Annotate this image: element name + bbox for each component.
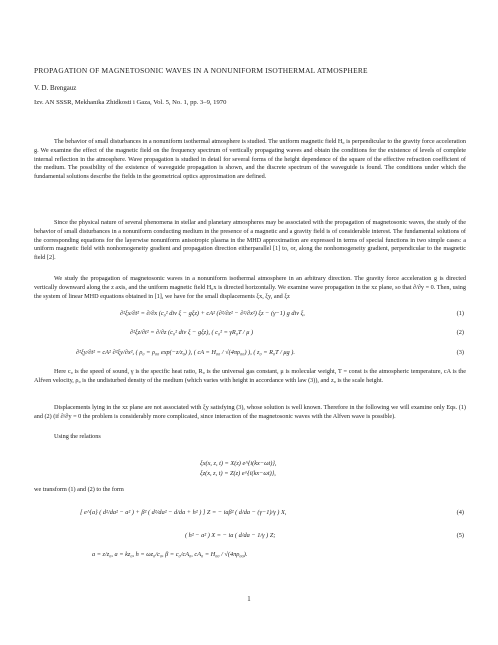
transform-paragraph: we transform (1) and (2) to the form (34, 486, 124, 493)
equation-5-number: (5) (456, 532, 464, 539)
symbols-paragraph: Here c₀ is the speed of sound, γ is the specific heat ratio, R₀ is the universal gas constant, μ is molecular weight, T = const is the atmospheric temperature, cA is the Alfven velocity, ρ₀ is the undisturbed density of the medium (which varies with height in accordance with law (3)), and z₀ is the scale height. (34, 368, 466, 384)
citation: Izv. AN SSSR, Mekhanika Zhidkosti i Gaza, Vol. 5, No. 1, pp. 3–9, 1970 (34, 99, 227, 106)
relations-paragraph: Using the relations (54, 433, 101, 440)
equation-definitions: a = z/z₀, a = kz₀, h = ωz₀/c₀, β = c₀/cA₀, cA₀ = H₀₀ / √(4πρ₀₀). (92, 551, 248, 558)
equation-2: ∂²ξz/∂t² = ∂/∂z (c₀² div ξ − gξz), ( c₀² = γR₀T / μ ) (130, 329, 254, 336)
equation-3: ∂²ξy/∂t² = cA² ∂²ξy/∂x², ( ρ₀ = ρ₀₀ exp(−z/z₀) ), ( cA = H₀₀ / √(4πρ₀₀) ), ( z₀ = R₀T / μg ). (76, 349, 295, 356)
displacements-paragraph: Displacements lying in the xz plane are not associated with ξy satisfying (3), whose solution is well known. Therefore in the following we will examine only Eqs. (1) and (2) (if ∂/∂y = 0 the problem is considerably more complicated, since interaction of the magnetosonic waves with the Alfven wave is possible). (34, 404, 466, 420)
equation-3-number: (3) (456, 349, 464, 356)
abstract-paragraph: The behavior of small disturbances in a nonuniform isothermal atmosphere is studied. The uniform magnetic field H₀ is perpendicular to the gravity force acceleration g. We examine the effect of the magnetic field on the frequency spectrum of vertically propagating waves and obtain the conditions for the existence of levels of complete internal reflection in the atmosphere. Wave propagation is studied in detail for several forms of the height dependence of the square of the effective refraction coefficient of the medium. The possibility of the existence of waveguide propagation is shown, and the discrete spectrum of the waveguide is found. The conditions under which the fundamental solutions describe the fields in the geometrical optics approximation are defined. (34, 138, 467, 181)
equation-4: [ e^{a} ( d²/da² − a² ) + β² ( d²/da² − d/da + h² ) ] Z = − iaβ² ( d/da − (γ−1)/γ ) X, (80, 509, 287, 516)
paper-title: PROPAGATION OF MAGNETOSONIC WAVES IN A NONUNIFORM ISOTHERMAL ATMOSPHERE (34, 66, 368, 75)
equation-1-number: (1) (456, 310, 464, 317)
page-number: 1 (247, 596, 251, 603)
intro-paragraph: Since the physical nature of several phenomena in stellar and planetary atmospheres may be associated with the propagation of magnetosonic waves, the study of the behavior of small disturbances in a nonuniform conducting medium in the presence of a magnetic and a gravity field is of considerable interest. The fundamental solutions of the corresponding equations for the layerwise nonuniform anisotropic plasma in the MHD approximation are expressed in terms of special functions in two simple cases: a uniform magnetic field with nonhomogeneity gradient and propagation direction eitherparallel [1] to, or, along the nonhomogeneity gradient, perpendicular to the magnetic field [2]. (34, 219, 466, 262)
setup-paragraph: We study the propagation of magnetosonic waves in a nonuniform isothermal atmosphere in an arbitrary direction. The gravity force acceleration g is directed vertically downward along the z axis, and the uniform magnetic field H₀x is directed horizontally. We examine wave propagation in the xz plane, so that ∂/∂y = 0. Then, using the system of linear MHD equations obtained in [1], we have for the small displacements ξx, ξy, and ξz (34, 275, 466, 300)
equation-4-number: (4) (456, 509, 464, 516)
equation-5: ( h² − a² ) X = − ia ( d/da − 1/γ ) Z; (185, 532, 276, 539)
relation-xi-z: ξz(x, z, t) = Z(z) e^{i(kx−ωt)}, (200, 470, 276, 477)
author-name: V. D. Brengauz (34, 85, 77, 92)
relation-xi-x: ξx(x, z, t) = X(z) e^{i(kx−ωt)}, (200, 460, 277, 467)
equation-2-number: (2) (456, 329, 464, 336)
equation-1: ∂²ξx/∂t² = ∂/∂x (c₀² div ξ − gξz) + cA² (∂²/∂z² − ∂²/∂x²) ξz − (γ−1) g div ξ, (120, 310, 305, 317)
